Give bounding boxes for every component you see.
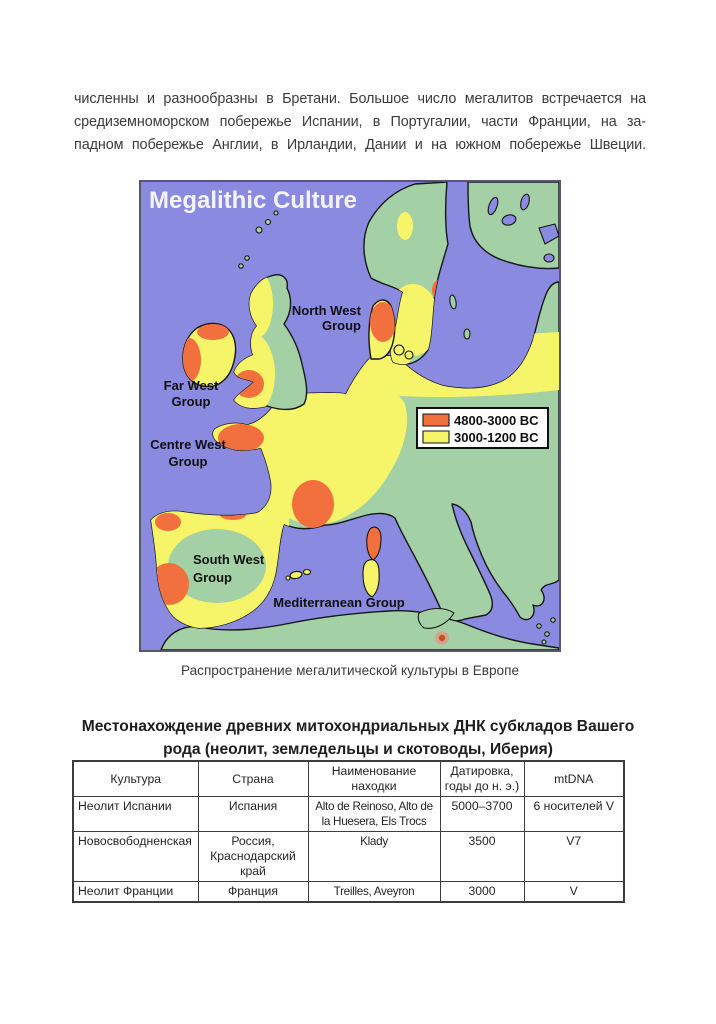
body-paragraph — [74, 88, 646, 157]
centre-west-group-label: Group — [168, 454, 208, 469]
cell-dating: 3500 — [440, 832, 524, 882]
table-header-row — [73, 761, 624, 797]
cell-mtdna: V — [524, 882, 624, 903]
cell-mtdna: V7 — [524, 832, 624, 882]
cell-country: Испания — [198, 797, 308, 832]
cell-find-name: Klady — [308, 832, 440, 882]
far-west-group-label: Group — [171, 394, 211, 409]
cell-find-name: Alto de Reinoso, Alto de la Huesera, Els Trocs — [308, 797, 440, 832]
table-row — [73, 882, 624, 903]
column-header-country: Страна — [198, 761, 308, 797]
cell-dating: 3000 — [440, 882, 524, 903]
column-header-find-name: Наименование находки — [308, 761, 440, 797]
column-header-culture: Культура — [73, 761, 198, 797]
legend-label-late: 3000-1200 BC — [454, 430, 539, 445]
cell-mtdna: 6 носителей V — [524, 797, 624, 832]
legend-label-early: 4800-3000 BC — [454, 413, 539, 428]
south-west-group-label: Group — [193, 570, 232, 585]
north-west-group-label: North West — [291, 303, 361, 318]
cell-culture: Неолит Франции — [73, 882, 198, 903]
legend-swatch-late — [423, 431, 449, 443]
paragraph-line: численны и разнообразны в Бретани. Большое число мегалитов встречается на — [74, 91, 646, 107]
column-header-dating: Датировка, годы до н. э.) — [440, 761, 524, 797]
cell-find-name: Treilles, Aveyron — [308, 882, 440, 903]
north-west-group-label: Group — [322, 318, 361, 333]
cell-dating: 5000–3700 — [440, 797, 524, 832]
cell-culture: Неолит Испании — [73, 797, 198, 832]
cell-country: Франция — [198, 882, 308, 903]
table-row — [73, 797, 624, 832]
map-title: Megalithic Culture — [149, 187, 358, 214]
column-header-mtdna: mtDNA — [524, 761, 624, 797]
table-row — [73, 832, 624, 882]
legend-swatch-early — [423, 414, 449, 426]
mediterranean-group-label: Mediterranean Group — [273, 595, 405, 610]
mtdna-findings-table — [72, 760, 625, 903]
megalithic-culture-map — [139, 180, 561, 652]
paragraph-line: средиземноморском побережье Испании, в Португалии, части Франции, на за- — [74, 114, 646, 130]
map-legend — [417, 408, 548, 448]
cell-culture: Новосвободненская — [73, 832, 198, 882]
cell-country: Россия, Краснодарский край — [198, 832, 308, 882]
europe-map-svg — [141, 182, 559, 650]
map-caption: Распространение мегалитической культуры в Европе — [180, 663, 520, 678]
table-title-line: рода (неолит, земледельцы и скотоводы, Иберия) — [163, 741, 553, 758]
paragraph-line: падном побережье Англии, в Ирландии, Дании и на южном побережье Швеции. — [74, 137, 646, 153]
south-west-group-label: South West — [193, 552, 265, 567]
far-west-group-label: Far West — [163, 378, 219, 393]
centre-west-group-label: Centre West — [150, 437, 226, 452]
table-title — [8, 715, 708, 761]
table-title-line: Местонахождение древних митохондриальных ДНК субкладов Вашего — [81, 718, 635, 735]
malta-island — [439, 635, 445, 641]
